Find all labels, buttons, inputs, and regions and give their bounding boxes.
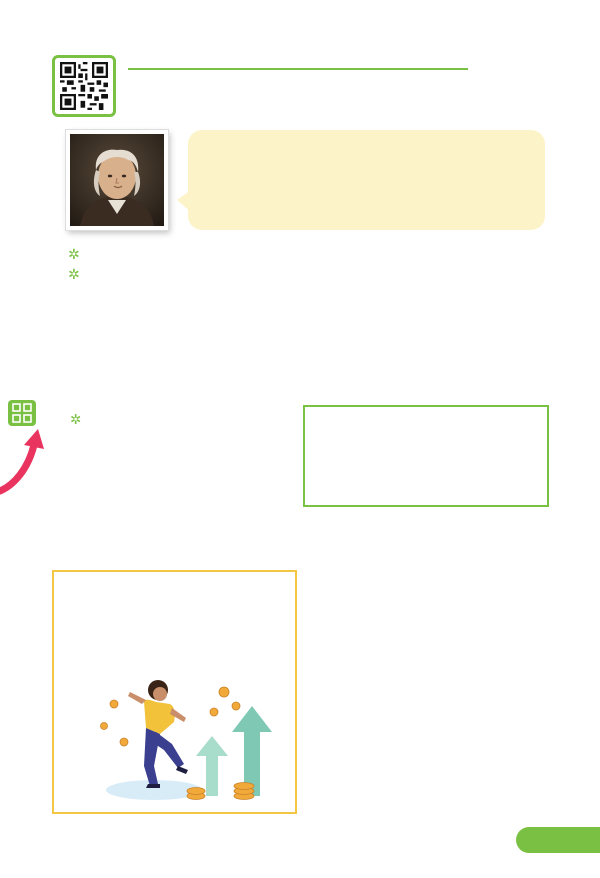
pointer-arrow-icon <box>0 405 52 495</box>
task-1 <box>52 407 302 427</box>
qr-code-icon <box>59 62 109 110</box>
gear-bullet-icon: ✲ <box>70 412 82 427</box>
franklin-portrait <box>66 130 168 230</box>
gear-bullet-icon: ✲ <box>68 246 80 262</box>
page-number <box>516 827 600 853</box>
header-divider <box>128 68 468 70</box>
definition-box <box>303 405 549 507</box>
footer-dash-border <box>0 822 600 826</box>
gear-bullet-icon: ✲ <box>68 266 80 282</box>
top-dot-border <box>0 10 600 18</box>
portrait-image <box>70 134 164 226</box>
epigraph-quote <box>188 130 545 230</box>
income-growth-illustration <box>94 672 284 806</box>
qr-code[interactable] <box>52 55 116 117</box>
active-income-box <box>52 570 297 814</box>
